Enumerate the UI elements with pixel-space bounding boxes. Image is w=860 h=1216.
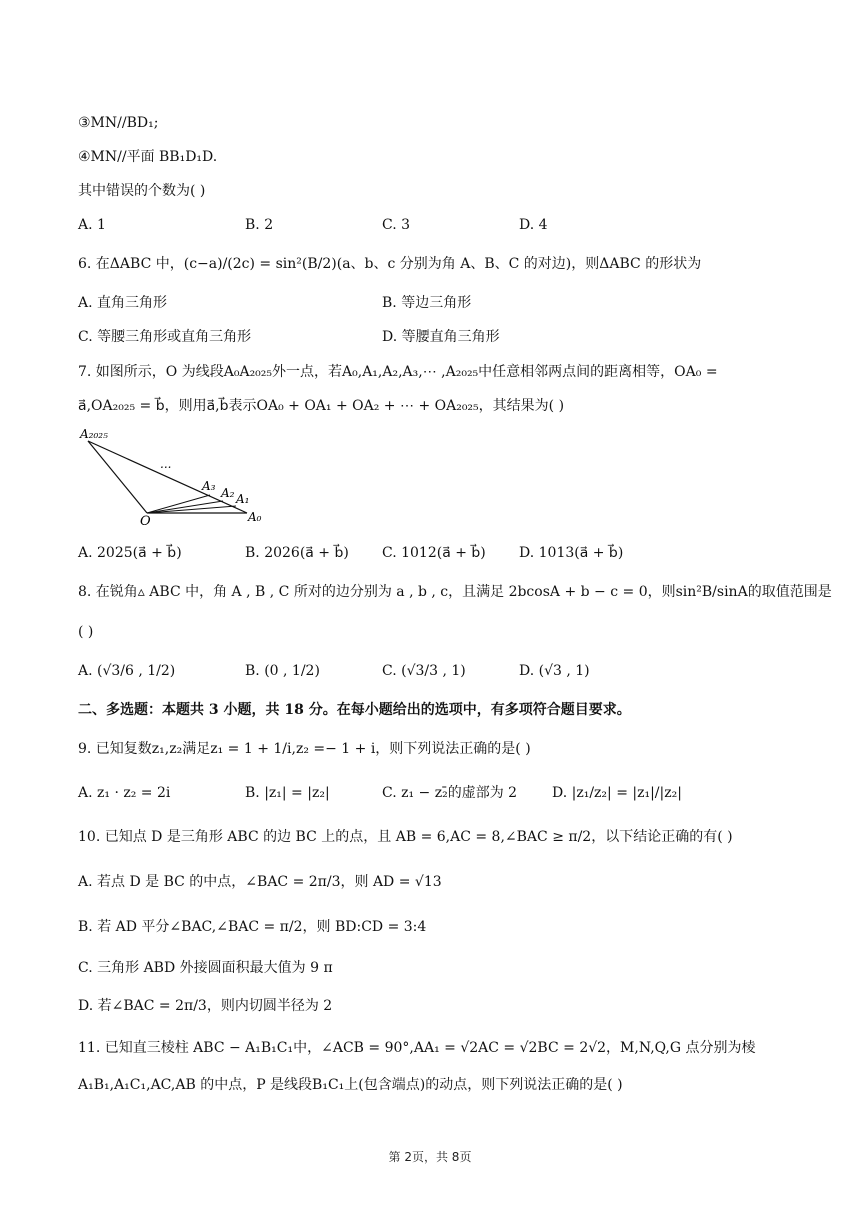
item-3: ③MN//BD₁; (78, 115, 159, 131)
q6-option-d: D. 等腰直角三角形 (382, 329, 500, 345)
q5-option-d: D. 4 (519, 217, 548, 233)
q6-option-b: B. 等边三角形 (382, 295, 472, 311)
q6-option-a: A. 直角三角形 (78, 295, 168, 311)
q7-stem-line2: a⃗,OA₂₀₂₅ = b⃗，则用a⃗,b⃗表示OA₀ + OA₁ + OA₂ + ⋯ + OA₂₀₂₅，其结果为( ) (78, 398, 565, 414)
q11-line1: 11. 已知直三棱柱 ABC − A₁B₁C₁中，∠ACB = 90°,AA₁ = √2AC = √2BC = 2√2，M,N,Q,G 点分别为棱 (78, 1040, 756, 1056)
q7-option-c: C. 1012(a⃗ + b⃗) (382, 545, 486, 561)
label-a3: A₃ (202, 479, 216, 493)
label-a2025: A₂₀₂₅ (80, 427, 108, 441)
q5-option-a: A. 1 (78, 217, 106, 233)
label-o: O (140, 514, 151, 529)
label-dots: ... (160, 457, 172, 471)
label-a0: A₀ (248, 510, 262, 524)
label-a2: A₂ (221, 486, 235, 500)
q6-option-c: C. 等腰三角形或直角三角形 (78, 329, 252, 345)
q9-option-d: D. |z₁/z₂| = |z₁|/|z₂| (552, 785, 682, 801)
q9-option-a: A. z₁ · z₂ = 2i (78, 785, 171, 801)
q10-option-b: B. 若 AD 平分∠BAC,∠BAC = π/2，则 BD:CD = 3:4 (78, 919, 427, 935)
q7-stem-line1: 7. 如图所示，O 为线段A₀A₂₀₂₅外一点，若A₀,A₁,A₂,A₃,⋯ ,A₂₀₂₅中任意相邻两点间的距离相等，OA₀ = (78, 364, 718, 380)
q8-option-a: A. (√3/6 , 1/2) (78, 663, 176, 679)
question-prompt: 其中错误的个数为( ) (78, 183, 206, 199)
q7-figure (78, 424, 278, 532)
q7-option-b: B. 2026(a⃗ + b⃗) (245, 545, 349, 561)
q9-option-c: C. z₁ − z₂̄的虚部为 2 (382, 785, 518, 801)
q8-paren: ( ) (78, 624, 94, 640)
item-4: ④MN//平面 BB₁D₁D. (78, 149, 218, 165)
q6-stem: 6. 在ΔABC 中，(c−a)/(2c) = sin²(B/2)(a、b、c 分别为角 A、B、C 的对边)，则ΔABC 的形状为 (78, 256, 702, 272)
q10-stem: 10. 已知点 D 是三角形 ABC 的边 BC 上的点，且 AB = 6,AC = 8,∠BAC ≥ π/2，以下结论正确的有( ) (78, 829, 733, 845)
q8-option-d: D. (√3 , 1) (519, 663, 590, 679)
q9-option-b: B. |z₁| = |z₂| (245, 785, 330, 801)
q10-option-c: C. 三角形 ABD 外接圆面积最大值为 9 π (78, 960, 333, 976)
q7-option-d: D. 1013(a⃗ + b⃗) (519, 545, 624, 561)
q8-option-b: B. (0 , 1/2) (245, 663, 320, 679)
q7-option-a: A. 2025(a⃗ + b⃗) (78, 545, 182, 561)
label-a1: A₁ (236, 492, 250, 506)
q8-option-c: C. (√3/3 , 1) (382, 663, 466, 679)
q10-option-a: A. 若点 D 是 BC 的中点，∠BAC = 2π/3，则 AD = √13 (78, 874, 442, 890)
q5-option-c: C. 3 (382, 217, 411, 233)
q9-stem: 9. 已知复数z₁,z₂满足z₁ = 1 + 1/i,z₂ =− 1 + i，则下列说法正确的是( ) (78, 741, 531, 757)
page-footer: 第 2页，共 8页 (388, 1150, 472, 1164)
q8-stem: 8. 在锐角▵ ABC 中，角 A , B , C 所对的边分别为 a , b , c，且满足 2bcosA + b − c = 0，则sin²B/sinA的取值范围是 (78, 584, 832, 600)
q11-line2: A₁B₁,A₁C₁,AC,AB 的中点，P 是线段B₁C₁上(包含端点)的动点，则下列说法正确的是( ) (78, 1077, 623, 1093)
q10-option-d: D. 若∠BAC = 2π/3，则内切圆半径为 2 (78, 998, 333, 1014)
q5-option-b: B. 2 (245, 217, 274, 233)
section-heading: 二、多选题：本题共 3 小题，共 18 分。在每小题给出的选项中，有多项符合题目要求。 (78, 702, 631, 718)
